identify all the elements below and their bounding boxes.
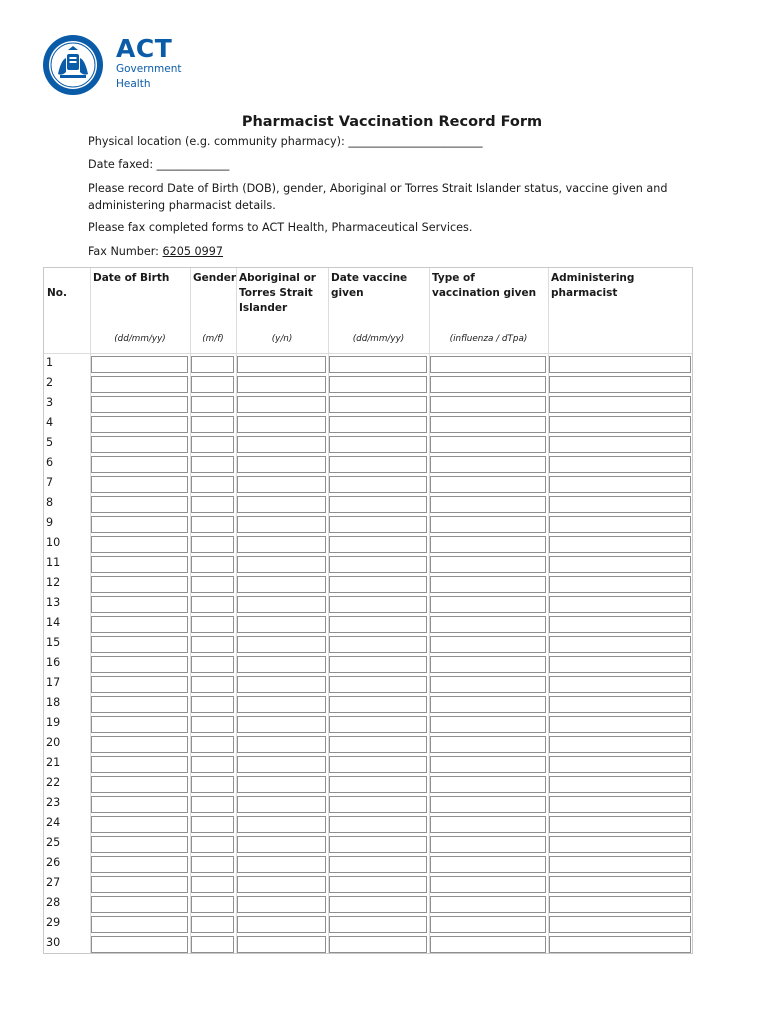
table-cell-type[interactable] <box>430 456 546 473</box>
logo-wordmark <box>116 36 181 91</box>
row-number: 20 <box>46 736 61 749</box>
table-cell-date-given[interactable] <box>329 516 427 533</box>
column-header-pharmacist: Administering pharmacist <box>551 272 635 299</box>
table-cell-type[interactable] <box>430 876 546 893</box>
table-cell-dob[interactable] <box>91 716 188 733</box>
table-cell-pharmacist[interactable] <box>549 416 691 433</box>
table-cell-type[interactable] <box>430 676 546 693</box>
table-cell-atsi[interactable] <box>237 516 326 533</box>
row-number: 1 <box>46 356 54 369</box>
table-cell-gender[interactable] <box>191 836 234 853</box>
table-cell-type[interactable] <box>430 596 546 613</box>
table-cell-dob[interactable] <box>91 436 188 453</box>
date-faxed-line: Date faxed: _____________ <box>88 158 230 171</box>
row-number: 2 <box>46 376 54 389</box>
table-cell-gender[interactable] <box>191 476 234 493</box>
table-cell-gender[interactable] <box>191 756 234 773</box>
row-number: 24 <box>46 816 61 829</box>
table-cell-atsi[interactable] <box>237 856 326 873</box>
table-cell-gender[interactable] <box>191 376 234 393</box>
table-cell-type[interactable] <box>430 816 546 833</box>
table-cell-dob[interactable] <box>91 556 188 573</box>
table-cell-gender[interactable] <box>191 616 234 633</box>
table-cell-gender[interactable] <box>191 596 234 613</box>
page-title: Pharmacist Vaccination Record Form <box>241 114 543 130</box>
table-cell-atsi[interactable] <box>237 736 326 753</box>
table-cell-date-given[interactable] <box>329 716 427 733</box>
table-cell-gender[interactable] <box>191 796 234 813</box>
column-format-dob: (dd/mm/yy) <box>114 334 166 344</box>
table-cell-type[interactable] <box>430 396 546 413</box>
row-number: 9 <box>46 516 54 529</box>
row-number: 29 <box>46 916 61 929</box>
table-cell-date-given[interactable] <box>329 616 427 633</box>
table-cell-atsi[interactable] <box>237 836 326 853</box>
table-cell-atsi[interactable] <box>237 536 326 553</box>
column-format-atsi: (y/n) <box>271 334 293 344</box>
table-cell-dob[interactable] <box>91 856 188 873</box>
table-cell-gender[interactable] <box>191 416 234 433</box>
table-cell-pharmacist[interactable] <box>549 636 691 653</box>
column-header-atsi: Aboriginal or Torres Strait Islander <box>239 272 316 314</box>
table-cell-gender[interactable] <box>191 676 234 693</box>
table-cell-dob[interactable] <box>91 776 188 793</box>
table-cell-atsi[interactable] <box>237 476 326 493</box>
row-number: 30 <box>46 936 61 949</box>
table-cell-date-given[interactable] <box>329 576 427 593</box>
table-cell-atsi[interactable] <box>237 656 326 673</box>
table-cell-date-given[interactable] <box>329 436 427 453</box>
table-cell-dob[interactable] <box>91 696 188 713</box>
table-cell-dob[interactable] <box>91 876 188 893</box>
table-cell-gender[interactable] <box>191 816 234 833</box>
table-cell-gender[interactable] <box>191 936 234 953</box>
table-cell-pharmacist[interactable] <box>549 856 691 873</box>
table-cell-gender[interactable] <box>191 636 234 653</box>
table-cell-date-given[interactable] <box>329 356 427 373</box>
table-cell-atsi[interactable] <box>237 696 326 713</box>
table-cell-gender[interactable] <box>191 776 234 793</box>
table-cell-type[interactable] <box>430 496 546 513</box>
table-cell-date-given[interactable] <box>329 376 427 393</box>
table-cell-date-given[interactable] <box>329 476 427 493</box>
table-cell-atsi[interactable] <box>237 756 326 773</box>
table-cell-gender[interactable] <box>191 696 234 713</box>
table-cell-date-given[interactable] <box>329 396 427 413</box>
table-cell-atsi[interactable] <box>237 816 326 833</box>
table-cell-type[interactable] <box>430 696 546 713</box>
table-cell-gender[interactable] <box>191 516 234 533</box>
table-cell-atsi[interactable] <box>237 936 326 953</box>
table-cell-dob[interactable] <box>91 396 188 413</box>
row-number: 11 <box>46 556 61 569</box>
table-cell-type[interactable] <box>430 656 546 673</box>
vaccination-record-table <box>43 267 693 954</box>
fax-instruction-text: Please fax completed forms to ACT Health, Pharmaceutical Services. <box>88 221 473 234</box>
row-number: 10 <box>46 536 61 549</box>
table-cell-gender[interactable] <box>191 856 234 873</box>
table-cell-type[interactable] <box>430 856 546 873</box>
column-header-date-given: Date vaccine given <box>331 272 408 299</box>
column-format-type: (influenza / dTpa) <box>449 334 528 344</box>
row-number: 28 <box>46 896 61 909</box>
table-cell-date-given[interactable] <box>329 636 427 653</box>
table-cell-atsi[interactable] <box>237 416 326 433</box>
table-cell-dob[interactable] <box>91 576 188 593</box>
table-cell-type[interactable] <box>430 556 546 573</box>
table-cell-type[interactable] <box>430 356 546 373</box>
table-cell-type[interactable] <box>430 376 546 393</box>
row-number: 27 <box>46 876 61 889</box>
table-cell-gender[interactable] <box>191 536 234 553</box>
row-number: 22 <box>46 776 61 789</box>
table-cell-atsi[interactable] <box>237 456 326 473</box>
table-cell-dob[interactable] <box>91 916 188 933</box>
table-cell-type[interactable] <box>430 776 546 793</box>
table-cell-date-given[interactable] <box>329 736 427 753</box>
table-cell-date-given[interactable] <box>329 556 427 573</box>
row-number: 21 <box>46 756 61 769</box>
table-cell-pharmacist[interactable] <box>549 736 691 753</box>
row-number: 18 <box>46 696 61 709</box>
table-cell-dob[interactable] <box>91 376 188 393</box>
table-cell-dob[interactable] <box>91 756 188 773</box>
table-cell-date-given[interactable] <box>329 456 427 473</box>
physical-location-line: Physical location (e.g. community pharmacy): ________________________ <box>88 135 483 148</box>
table-cell-gender[interactable] <box>191 576 234 593</box>
table-cell-pharmacist[interactable] <box>549 656 691 673</box>
table-cell-date-given[interactable] <box>329 836 427 853</box>
table-cell-gender[interactable] <box>191 656 234 673</box>
table-cell-date-given[interactable] <box>329 676 427 693</box>
table-cell-type[interactable] <box>430 516 546 533</box>
fax-number-value: 6205 0997 <box>162 245 224 258</box>
table-cell-type[interactable] <box>430 616 546 633</box>
table-cell-pharmacist[interactable] <box>549 796 691 813</box>
fax-number-label: Fax Number: <box>88 245 163 258</box>
table-cell-date-given[interactable] <box>329 596 427 613</box>
table-cell-pharmacist[interactable] <box>549 376 691 393</box>
table-cell-atsi[interactable] <box>237 796 326 813</box>
column-header-type: Type of vaccination given <box>432 272 537 299</box>
table-cell-pharmacist[interactable] <box>549 456 691 473</box>
table-cell-type[interactable] <box>430 576 546 593</box>
table-cell-pharmacist[interactable] <box>549 696 691 713</box>
table-cell-atsi[interactable] <box>237 556 326 573</box>
table-cell-pharmacist[interactable] <box>549 496 691 513</box>
table-cell-dob[interactable] <box>91 516 188 533</box>
table-cell-atsi[interactable] <box>237 596 326 613</box>
table-cell-pharmacist[interactable] <box>549 436 691 453</box>
table-cell-type[interactable] <box>430 476 546 493</box>
table-cell-pharmacist[interactable] <box>549 756 691 773</box>
table-cell-gender[interactable] <box>191 456 234 473</box>
row-number: 12 <box>46 576 61 589</box>
table-cell-type[interactable] <box>430 916 546 933</box>
table-cell-type[interactable] <box>430 416 546 433</box>
table-cell-gender[interactable] <box>191 556 234 573</box>
table-cell-atsi[interactable] <box>237 676 326 693</box>
table-cell-pharmacist[interactable] <box>549 396 691 413</box>
table-cell-atsi[interactable] <box>237 876 326 893</box>
table-cell-date-given[interactable] <box>329 896 427 913</box>
table-cell-type[interactable] <box>430 896 546 913</box>
row-number: 17 <box>46 676 61 689</box>
row-number: 5 <box>46 436 54 449</box>
table-cell-dob[interactable] <box>91 456 188 473</box>
table-cell-date-given[interactable] <box>329 776 427 793</box>
fax-number-line <box>88 244 688 260</box>
table-cell-dob[interactable] <box>91 536 188 553</box>
table-cell-atsi[interactable] <box>237 716 326 733</box>
table-cell-gender[interactable] <box>191 876 234 893</box>
table-cell-pharmacist[interactable] <box>549 936 691 953</box>
table-cell-gender[interactable] <box>191 736 234 753</box>
table-cell-gender[interactable] <box>191 916 234 933</box>
row-number: 26 <box>46 856 61 869</box>
table-cell-gender[interactable] <box>191 896 234 913</box>
table-cell-atsi[interactable] <box>237 376 326 393</box>
row-number: 23 <box>46 796 61 809</box>
table-cell-pharmacist[interactable] <box>549 476 691 493</box>
table-cell-atsi[interactable] <box>237 916 326 933</box>
table-cell-pharmacist[interactable] <box>549 616 691 633</box>
row-number: 13 <box>46 596 61 609</box>
table-cell-date-given[interactable] <box>329 696 427 713</box>
table-cell-atsi[interactable] <box>237 496 326 513</box>
table-cell-dob[interactable] <box>91 796 188 813</box>
table-cell-dob[interactable] <box>91 676 188 693</box>
row-number: 14 <box>46 616 61 629</box>
table-cell-atsi[interactable] <box>237 436 326 453</box>
table-cell-type[interactable] <box>430 536 546 553</box>
table-cell-dob[interactable] <box>91 636 188 653</box>
table-cell-dob[interactable] <box>91 736 188 753</box>
table-cell-atsi[interactable] <box>237 896 326 913</box>
logo-government-text: Government <box>116 63 182 75</box>
table-cell-type[interactable] <box>430 736 546 753</box>
table-cell-gender[interactable] <box>191 356 234 373</box>
table-cell-dob[interactable] <box>91 836 188 853</box>
row-number: 6 <box>46 456 54 469</box>
table-cell-date-given[interactable] <box>329 856 427 873</box>
table-cell-type[interactable] <box>430 796 546 813</box>
table-cell-gender[interactable] <box>191 716 234 733</box>
table-cell-dob[interactable] <box>91 896 188 913</box>
table-cell-date-given[interactable] <box>329 936 427 953</box>
column-format-gender: (m/f) <box>202 334 224 344</box>
table-cell-type[interactable] <box>430 716 546 733</box>
table-cell-date-given[interactable] <box>329 796 427 813</box>
table-cell-pharmacist[interactable] <box>549 676 691 693</box>
table-cell-dob[interactable] <box>91 596 188 613</box>
table-cell-dob[interactable] <box>91 416 188 433</box>
table-cell-dob[interactable] <box>91 936 188 953</box>
row-number: 4 <box>46 416 54 429</box>
table-cell-date-given[interactable] <box>329 656 427 673</box>
table-cell-type[interactable] <box>430 756 546 773</box>
table-cell-pharmacist[interactable] <box>549 716 691 733</box>
table-cell-date-given[interactable] <box>329 536 427 553</box>
row-number: 3 <box>46 396 54 409</box>
row-number: 25 <box>46 836 61 849</box>
row-number: 16 <box>46 656 61 669</box>
logo-health-text: Health <box>116 78 151 90</box>
table-cell-dob[interactable] <box>91 616 188 633</box>
table-cell-pharmacist[interactable] <box>549 516 691 533</box>
table-cell-date-given[interactable] <box>329 916 427 933</box>
table-cell-date-given[interactable] <box>329 496 427 513</box>
table-cell-atsi[interactable] <box>237 616 326 633</box>
table-cell-atsi[interactable] <box>237 396 326 413</box>
row-number: 7 <box>46 476 54 489</box>
table-cell-pharmacist[interactable] <box>549 916 691 933</box>
row-number: 8 <box>46 496 54 509</box>
instruction-text: Please record Date of Birth (DOB), gender, Aboriginal or Torres Strait Islander status, vaccine given and administering pharmacist details. <box>88 182 668 212</box>
table-cell-atsi[interactable] <box>237 356 326 373</box>
column-format-date-given: (dd/mm/yy) <box>352 334 405 344</box>
row-number: 19 <box>46 716 61 729</box>
table-cell-pharmacist[interactable] <box>549 556 691 573</box>
table-cell-dob[interactable] <box>91 356 188 373</box>
table-cell-gender[interactable] <box>191 396 234 413</box>
table-cell-date-given[interactable] <box>329 416 427 433</box>
table-cell-atsi[interactable] <box>237 576 326 593</box>
table-cell-pharmacist[interactable] <box>549 536 691 553</box>
table-cell-pharmacist[interactable] <box>549 576 691 593</box>
table-cell-pharmacist[interactable] <box>549 876 691 893</box>
table-cell-type[interactable] <box>430 836 546 853</box>
table-cell-type[interactable] <box>430 936 546 953</box>
table-cell-gender[interactable] <box>191 436 234 453</box>
table-cell-dob[interactable] <box>91 496 188 513</box>
table-cell-dob[interactable] <box>91 476 188 493</box>
table-cell-date-given[interactable] <box>329 876 427 893</box>
header-divider <box>44 353 692 354</box>
table-cell-pharmacist[interactable] <box>549 776 691 793</box>
table-cell-pharmacist[interactable] <box>549 596 691 613</box>
table-cell-date-given[interactable] <box>329 756 427 773</box>
row-number: 15 <box>46 636 61 649</box>
table-cell-pharmacist[interactable] <box>549 896 691 913</box>
table-cell-type[interactable] <box>430 636 546 653</box>
act-health-logo <box>42 34 182 96</box>
column-header-dob: Date of Birth <box>93 272 170 284</box>
column-header-gender: Gender <box>193 272 237 284</box>
table-cell-dob[interactable] <box>91 816 188 833</box>
table-cell-pharmacist[interactable] <box>549 816 691 833</box>
act-coat-of-arms-seal <box>42 34 104 96</box>
table-cell-type[interactable] <box>430 436 546 453</box>
table-cell-date-given[interactable] <box>329 816 427 833</box>
table-cell-pharmacist[interactable] <box>549 836 691 853</box>
table-cell-pharmacist[interactable] <box>549 356 691 373</box>
table-cell-dob[interactable] <box>91 656 188 673</box>
column-header-no: No. <box>47 287 67 299</box>
logo-act-text: ACT <box>116 34 173 63</box>
table-cell-atsi[interactable] <box>237 776 326 793</box>
table-cell-gender[interactable] <box>191 496 234 513</box>
table-cell-atsi[interactable] <box>237 636 326 653</box>
